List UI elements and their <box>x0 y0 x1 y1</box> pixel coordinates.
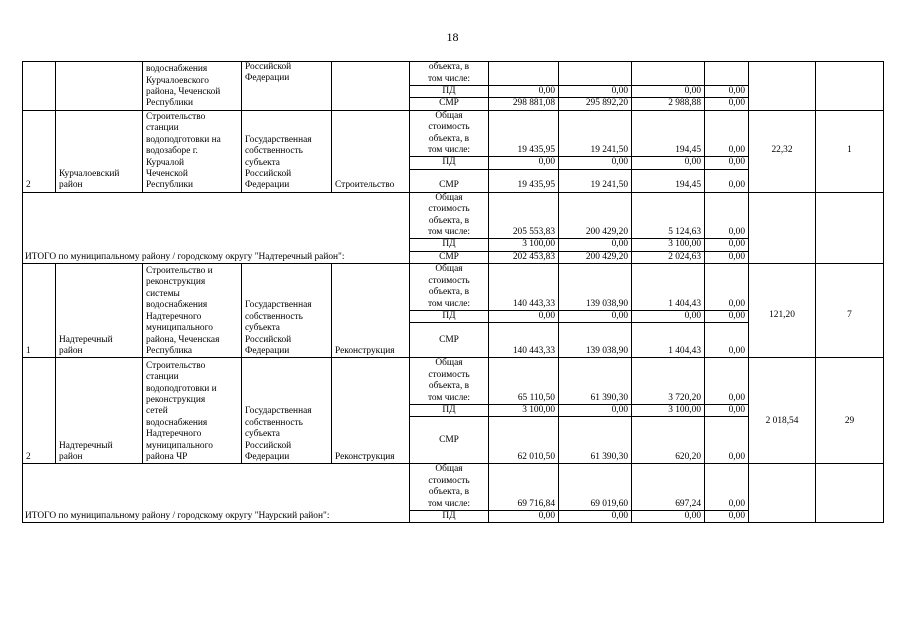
table-row: ПД 0,00 0,00 0,00 0,00 <box>23 157 884 169</box>
district-cell: Надтеречный район <box>56 358 143 464</box>
cost-type-label: объекта, в том числе: <box>410 62 489 86</box>
table-row: 1 Надтеречный район Строительство и реконструкция системы водоснабжения Надтеречного муниципального района, Чеченская Республика Государственная собственность субъекта Российской Федерации Реконструкция Общая стоимость объекта, в том числе: 140 443,33 139 038,90 1 404,43 0,00 121,20 7 <box>23 264 884 311</box>
investment-table <box>22 61 884 523</box>
table-row: ПД 0,00 0,00 0,00 0,00 <box>23 310 884 322</box>
district-cell: Курчалоевский район <box>56 110 143 192</box>
district-cell <box>56 62 143 111</box>
count-cell: 1 <box>816 110 884 192</box>
total-label: ИТОГО по муниципальному району / городскому округу "Наурский район": <box>23 464 410 523</box>
num-cell: 2 <box>23 110 56 192</box>
num-cell: 1 <box>23 264 56 358</box>
work-type-cell <box>332 62 410 111</box>
object-name-cell: Строительство станции водоподготовки на водозаборе г. Курчалой Чеченской Республики <box>143 110 242 192</box>
capacity-cell: 2 018,54 <box>749 358 816 464</box>
table-row <box>23 62 884 86</box>
table-row: ПД 3 100,00 0,00 3 100,00 0,00 <box>23 404 884 416</box>
owner-cell: Государственная собственность субъекта Российской Федерации <box>242 358 332 464</box>
capacity-cell: 121,20 <box>749 264 816 358</box>
work-type-cell: Строительство <box>332 110 410 192</box>
table-row: СМР 62 010,50 61 390,30 620,20 0,00 <box>23 417 884 464</box>
total-label: ИТОГО по муниципальному району / городскому округу "Надтеречный район": <box>23 192 410 263</box>
table-row: ПД 3 100,00 0,00 3 100,00 0,00 <box>23 239 884 251</box>
object-name-cell: Строительство и реконструкция системы водоснабжения Надтеречного муниципального района, Чеченская Республика <box>143 264 242 358</box>
district-cell: Надтеречный район <box>56 264 143 358</box>
table-row: 2 Курчалоевский район Строительство станции водоподготовки на водозаборе г. Курчалой Чеченской Республики Государственная собственность субъекта Российской Федерации Строительство Общая стоимость объекта, в том числе: 19 435,95 19 241,50 194,45 0,00 22,32 1 <box>23 110 884 157</box>
num-cell: 2 <box>23 358 56 464</box>
table-row: СМР 19 435,95 19 241,50 194,45 0,00 <box>23 169 884 192</box>
table-row: ПД 0,00 0,00 0,00 0,00 <box>23 86 884 98</box>
capacity-cell <box>749 62 816 111</box>
table-row: СМР 298 881,08 295 892,20 2 988,88 0,00 <box>23 98 884 110</box>
num-cell <box>23 62 56 111</box>
table-row: ПД 0,00 0,00 0,00 0,00 <box>23 510 884 522</box>
owner-cell: Государственная собственность субъекта Российской Федерации <box>242 110 332 192</box>
count-cell <box>816 62 884 111</box>
table-row: ИТОГО по муниципальному району / городскому округу "Наурский район": Общая стоимость объекта, в том числе: 69 716,84 69 019,60 697,24 0,00 <box>23 464 884 511</box>
table-row: ИТОГО по муниципальному району / городскому округу "Надтеречный район": Общая стоимость объекта, в том числе: 205 553,83 200 429,20 5 124,63 0,00 <box>23 192 884 239</box>
count-cell: 7 <box>816 264 884 358</box>
capacity-cell: 22,32 <box>749 110 816 192</box>
object-name-cell: водоснабжения Курчалоевского района, Чеченской Республики <box>143 62 242 111</box>
table-row: СМР 140 443,33 139 038,90 1 404,43 0,00 <box>23 323 884 358</box>
work-type-cell: Реконструкция <box>332 358 410 464</box>
owner-cell: Государственная собственность субъекта Российской Федерации <box>242 264 332 358</box>
count-cell: 29 <box>816 358 884 464</box>
table-row: 2 Надтеречный район Строительство станции водоподготовки и реконструкция сетей водоснабжения Надтеречного муниципального района ЧР Государственная собственность субъекта Российской Федерации Реконструкция Общая стоимость объекта, в том числе: 65 110,50 61 390,30 3 720,20 0,00 2 018,54 29 <box>23 358 884 405</box>
work-type-cell: Реконструкция <box>332 264 410 358</box>
object-name-cell: Строительство станции водоподготовки и реконструкция сетей водоснабжения Надтеречного муниципального района ЧР <box>143 358 242 464</box>
page-number: 18 <box>446 30 459 44</box>
table-row: СМР 202 453,83 200 429,20 2 024,63 0,00 <box>23 251 884 263</box>
owner-cell: Российской Федерации <box>242 62 332 111</box>
